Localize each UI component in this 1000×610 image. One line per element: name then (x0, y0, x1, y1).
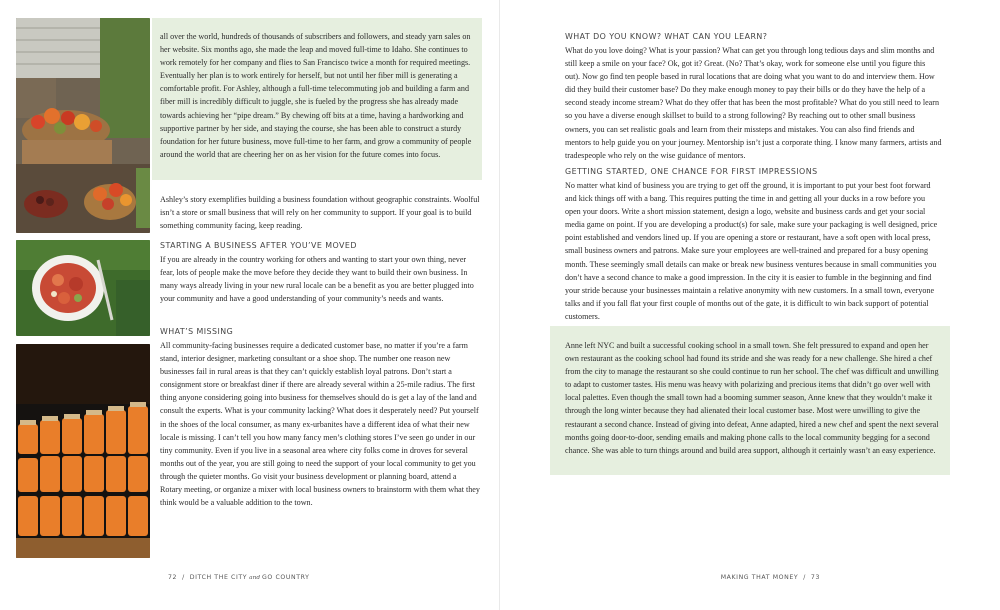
section-paragraph: All community-facing businesses require a dedicated customer base, no matter if you’re a farm stand, interior designer, marketing consultant or a shoe shop. The number one reason new businesses fail in rural areas is that they can’t quickly establish loyal patrons. Don’t start a consignment store or breakfast diner if there are already several within a 25-mile radius. The first thing anyone considering going into business for themselves should do is get a lay of the land and consult the experts. What is your community lacking? What does it desperately need? Put yourself in the shoes of the local consumer, as many ex-urbanites have a different idea of what their new locale is missing. I can’t tell you how many fancy men’s clothing stores I’ve seen go under in our tiny community. Even if you live in a seasonal area where city folks come in droves for several months out of the year, you are still going to need the support of your local community to get you through the quieter months. Go visit your business development or planning board, attend a Rotary meeting, or organize a mixer with local business owners to brainstorm with them what they think would be a valuable addition to the town. (160, 341, 480, 508)
intro-paragraph-block (160, 193, 480, 232)
page-number: 72 (168, 574, 178, 581)
salad-plate-photo (16, 240, 150, 336)
section-heading: GETTING STARTED, ONE CHANCE FOR FIRST IMPRESSIONS (565, 167, 818, 176)
section-paragraph: If you are already in the country working for others and wanting to start your own thing, never fear, lots of people make the move before they decide they want to build their own business. In many ways already living in your new rural locale can be a benefit as you are better plugged into your community and have a good understanding of your community’s needs and wants. (160, 255, 474, 304)
section-getting-started (565, 166, 942, 323)
book-title-part: DITCH THE CITY (189, 574, 248, 581)
section-whats-missing (160, 326, 480, 509)
book-section-title: MAKING THAT MONEY (720, 574, 799, 581)
sidebar-paragraph: Anne left NYC and built a successful cooking school in a small town. She felt pressured to expand and open her own restaurant as the cooking school had found its stride and she was ready for a new challenge. She hired a chef from the city to manage the restaurant so she could continue to run her school. The chef was difficult and unwilling to adapt to customer tastes. His menu was heavy with polarizing and precious items that didn’t go over well with local palettes. Even though the small town had a booming summer season, Anne knew that they wouldn’t make it through the long winter because they had alienated their local customer base. Most were unwilling to give the restaurant a second chance. Instead of giving into defeat, Anne adapted, hired a new chef and spent the next several months going door-to-door, sending emails and making phone calls to the local community begging for a second chance. She was able to turn things around and build area support, although it certainly wasn’t an easy experience. (565, 341, 939, 455)
footer-separator: / (182, 574, 185, 581)
tomato-harvest-photo (16, 18, 150, 233)
sidebar-paragraph: all over the world, hundreds of thousands of subscribers and followers, and steady yarn sales on her website. Six months ago, she made the leap and moved full-time to Idaho. She continues to work remotely for her company and flies to San Francisco twice a month for required meetings. Eventually her plan is to work entirely for herself, but not until her fiber mill is generating a comfortable profit. For Ashley, although a full-time telecommuting job and building a farm and fiber mill is incredibly difficult to juggle, she is fueled by the progress she has already made towards achieving her “pipe dream.” By chewing off bits at a time, having a hardworking and supportive partner by her side, and staying the course, she has been able to construct a sturdy foundation for her future business, move full-time to her farm, and grow a community of people around the world that are cheering her on as her vision for the future comes into focus. (160, 32, 472, 159)
book-title-part: GO COUNTRY (262, 574, 310, 581)
right-page-footer (721, 574, 820, 581)
section-heading: WHAT’S MISSING (160, 327, 234, 336)
section-heading: WHAT DO YOU KNOW? WHAT CAN YOU LEARN? (565, 32, 768, 41)
section-paragraph: No matter what kind of business you are trying to get off the ground, it is important to put your best foot forward and kick things off with a bang. This requires putting the time in and getting all your ducks in a row before you open your doors. Write a short mission statement, design a logo, website and business cards and get your social media game on point. If you are developing a product(s) for sale, make sure your packaging is well designed, price point established and vendors lined up. If you are opening a store or restaurant, have a soft open with local press, small business owners and patrons. Make sure your employees are well-trained and prepared for a busy opening month. These seemingly small details can make or break new business ventures because in small communities you don’t have a second chance to make a good impression. In the city it is easier to fumble in the beginning and find your stride because your businesses maintain a relative anonymity with new customers. In a small town, everyone talks and if you fall flat your first couple of months out of the gate, it is difficult to win back support of potential customers. (565, 181, 938, 321)
right-page (500, 0, 1000, 610)
section-heading: STARTING A BUSINESS AFTER YOU’VE MOVED (160, 241, 357, 250)
book-title-ampersand: and (249, 575, 261, 581)
footer-separator: / (803, 574, 806, 581)
ashley-story-text (160, 30, 478, 161)
intro-paragraph: Ashley’s story exemplifies building a business foundation without geographic constraints. Woolful isn’t a store or small business that will rely on her community to support. If your goal is to build something community facing, keep reading. (160, 195, 480, 231)
section-starting-business (160, 240, 480, 305)
anne-story-text (565, 339, 943, 457)
section-what-do-you-know (565, 31, 942, 162)
page-number: 73 (810, 574, 820, 581)
canned-goods-jars-photo (16, 344, 150, 558)
section-paragraph: What do you love doing? What is your passion? What can get you through long tedious days and slim months and still keep a smile on your face? Ok, got it? Great. (No? That’s okay, work for someone else until you figure this out). Now go find ten people based in rural locations that are doing what you want to do and interview them. How did they build their customer base? Do they make enough money to pay their bills or do they have the help of a second steady income stream? What do they offer that has been the most profitable? What do you still need to learn so you have a diverse enough skillset to build to a strong following? By reaching out to other small business owners, you can set realistic goals and learn from their missteps and mistakes. You can also find friends and mentors to help guide you on your journey. Mentorship isn’t just a corporate thing. I know many farmers, artists and tradespeople who rely on the wise guidance of mentors. (565, 46, 942, 160)
left-page-footer (168, 574, 309, 581)
